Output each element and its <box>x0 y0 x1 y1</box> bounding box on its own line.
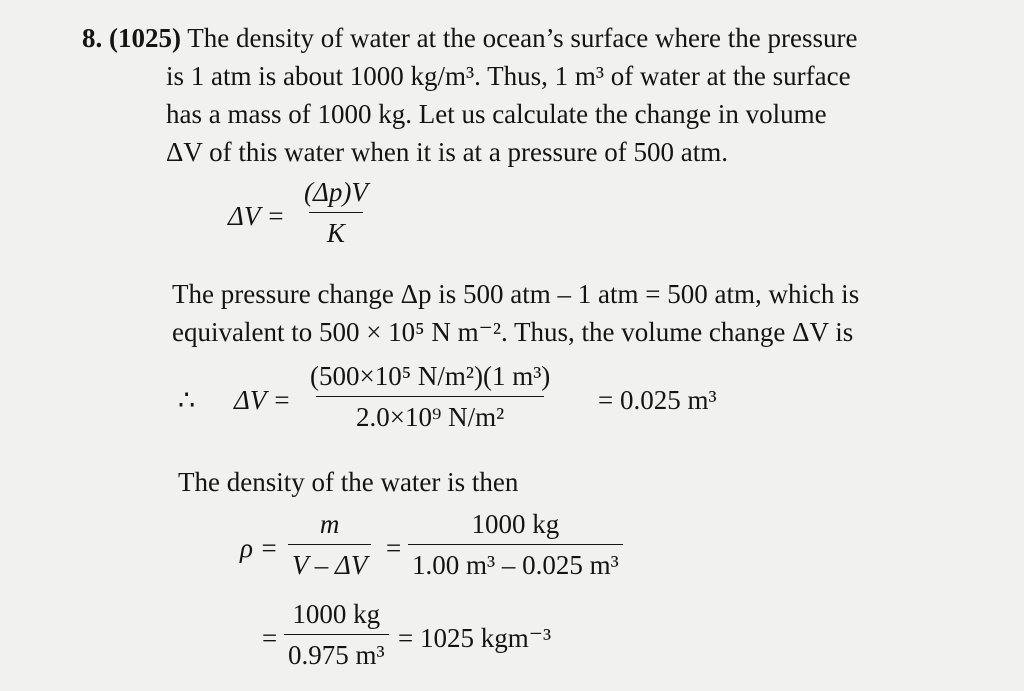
intro-line-2: is 1 atm is about 1000 kg/m³. Thus, 1 m³ of water at the surface <box>166 61 851 91</box>
para3-line: The density of the water is then <box>178 467 519 497</box>
eq3-equals: = <box>386 533 402 563</box>
eq2-fraction <box>306 360 554 433</box>
eq4-equals: = <box>262 623 278 653</box>
intro-line-1: The density of water at the ocean’s surface where the pressure <box>187 23 858 53</box>
problem-code: (1025) <box>109 23 181 53</box>
intro-line-3: has a mass of 1000 kg. Let us calculate the change in volume <box>166 99 827 129</box>
eq1-fraction <box>300 176 372 249</box>
problem-number: 8. <box>82 23 103 53</box>
eq4-denominator: 0.975 m³ <box>284 634 389 671</box>
eq3-lhs: ρ = <box>240 533 278 563</box>
eq1-denominator: K <box>309 212 363 249</box>
eq4-fraction <box>284 598 389 671</box>
para2-line-1: The pressure change Δp is 500 atm – 1 atm = 500 atm, which is <box>172 279 860 309</box>
eq1-lhs: ΔV = <box>228 201 285 231</box>
eq3-fraction-1 <box>288 508 371 581</box>
eq3-numerator-1: m <box>319 509 340 539</box>
eq4-numerator: 1000 kg <box>292 599 381 629</box>
eq3-fraction-2 <box>408 508 623 581</box>
eq3-denominator-2: 1.00 m³ – 0.025 m³ <box>408 544 623 581</box>
therefore-symbol: ∴ <box>178 385 196 415</box>
eq2-result: = 0.025 m³ <box>598 385 717 415</box>
eq3-numerator-2: 1000 kg <box>471 509 560 539</box>
eq3-denominator-1: V – ΔV <box>288 544 371 581</box>
eq2-numerator: (500×10⁵ N/m²)(1 m³) <box>310 361 551 391</box>
problem-first-line <box>82 22 857 54</box>
intro-line-4: ΔV of this water when it is at a pressure of 500 atm. <box>166 137 728 167</box>
eq1-numerator: (Δp)V <box>304 177 368 207</box>
para2-line-2: equivalent to 500 × 10⁵ N m⁻². Thus, the volume change ΔV is <box>172 317 854 347</box>
eq4-result: = 1025 kgm⁻³ <box>398 623 552 653</box>
eq2-denominator: 2.0×10⁹ N/m² <box>316 396 544 433</box>
eq2-lhs: ΔV = <box>234 385 291 415</box>
